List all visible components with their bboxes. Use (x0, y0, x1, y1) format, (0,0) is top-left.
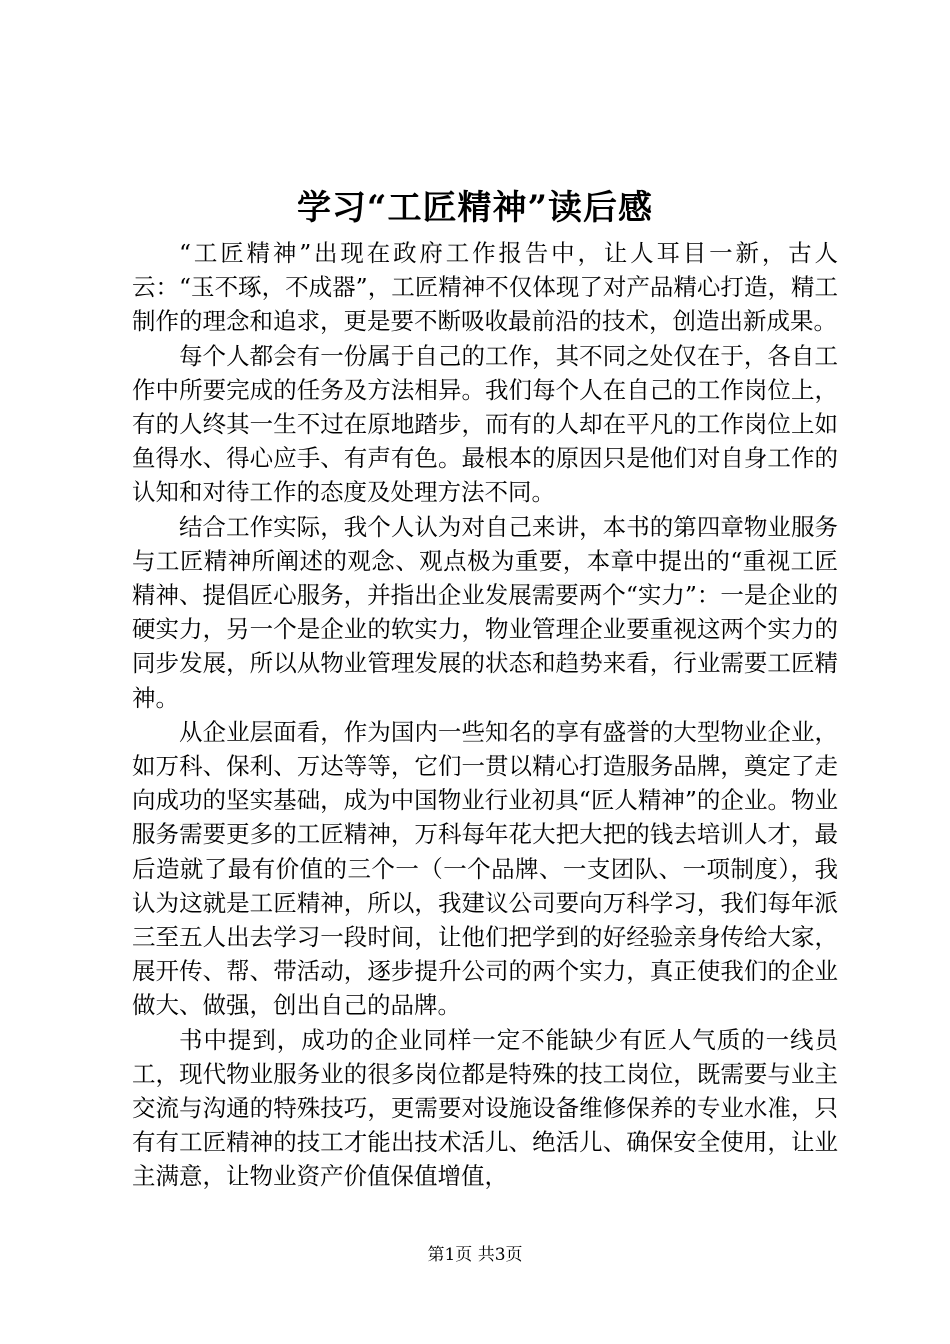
paragraph-2: 每个人都会有一份属于自己的工作，其不同之处仅在于，各自工作中所要完成的任务及方法相异。我们每个人在自己的工作岗位上，有的人终其一生不过在原地踏步，而有的人却在平凡的工作岗位上如鱼得水、得心应手、有声有色。最根本的原因只是他们对自身工作的认知和对待工作的态度及处理方法不同。 (132, 341, 838, 507)
page-number-footer: 第1页 共3页 (427, 1245, 523, 1265)
paragraph-1: “工匠精神”出现在政府工作报告中，让人耳目一新，古人云：“玉不琢，不成器”，工匠精神不仅体现了对产品精心打造，精工制作的理念和追求，更是要不断吸收最前沿的技术，创造出新成果。 (132, 239, 838, 336)
paragraph-3: 结合工作实际，我个人认为对自己来讲，本书的第四章物业服务与工匠精神所阐述的观念、观点极为重要，本章中提出的“重视工匠精神、提倡匠心服务，并指出企业发展需要两个“实力”：一是企业的硬实力，另一个是企业的软实力，物业管理企业要重视这两个实力的同步发展，所以从物业管理发展的状态和趋势来看，行业需要工匠精神。 (132, 512, 838, 712)
document-body (132, 236, 838, 1194)
paragraph-4: 从企业层面看，作为国内一些知名的享有盛誉的大型物业企业，如万科、保利、万达等等，它们一贯以精心打造服务品牌，奠定了走向成功的坚实基础，成为中国物业行业初具“匠人精神”的企业。物业服务需要更多的工匠精神，万科每年花大把大把的钱去培训人才，最后造就了最有价值的三个一（一个品牌、一支团队、一项制度），我认为这就是工匠精神，所以，我建议公司要向万科学习，我们每年派三至五人出去学习一段时间，让他们把学到的好经验亲身传给大家，展开传、帮、带活动，逐步提升公司的两个实力，真正使我们的企业做大、做强，创出自己的品牌。 (132, 717, 838, 1020)
document-title: 学习“工匠精神”读后感 (296, 188, 654, 228)
paragraph-5: 书中提到，成功的企业同样一定不能缺少有匠人气质的一线员工，现代物业服务业的很多岗位都是特殊的技工岗位，既需要与业主交流与沟通的特殊技巧，更需要对设施设备维修保养的专业水准，只有有工匠精神的技工才能出技术活儿、绝活儿、确保安全使用，让业主满意，让物业资产价值保值增值， (132, 1025, 838, 1191)
